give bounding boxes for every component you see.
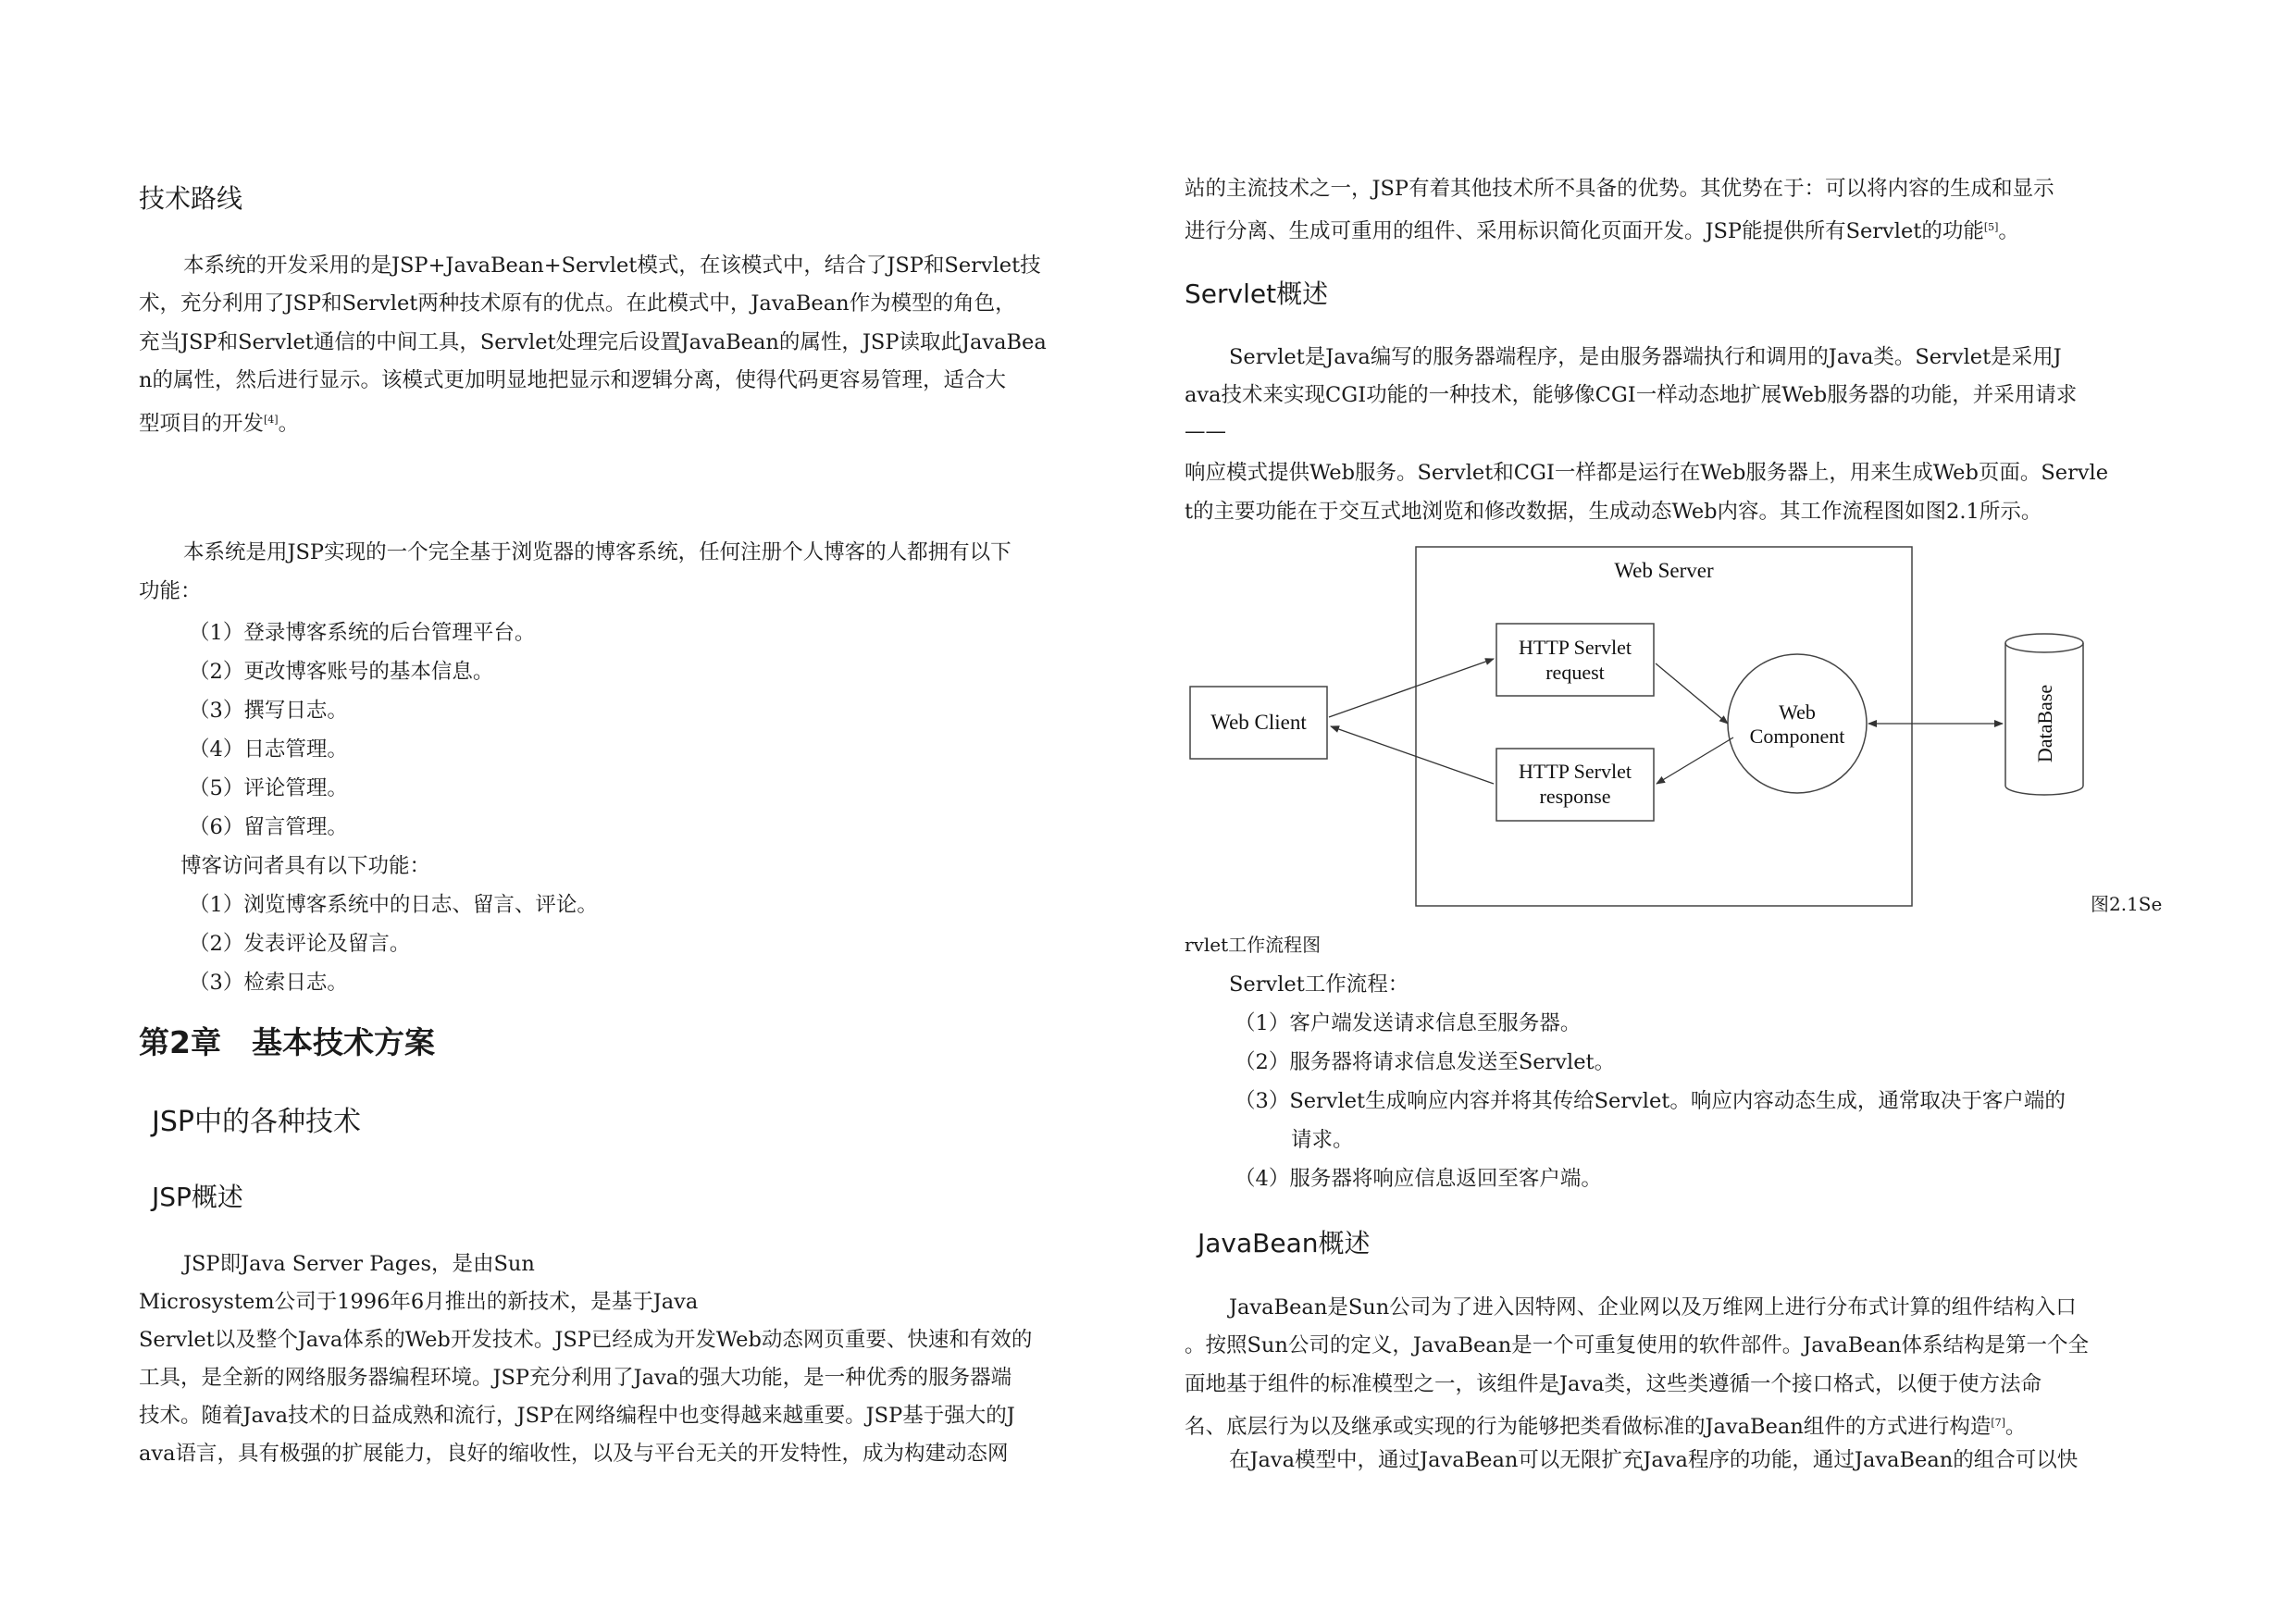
- servlet-flow-diagram: [1185, 541, 2156, 916]
- citation-ref: [4]: [264, 414, 279, 426]
- flow-intro: Servlet工作流程：: [1229, 973, 1409, 997]
- jsp-line: ava语言，具有极强的扩展能力，良好的缩收性，以及与平台无关的开发特性，成为构建动态网: [139, 1442, 1009, 1466]
- flow-step: （3）Servlet生成响应内容并将其传给Servlet。响应内容动态生成，通常取决于客户端的: [1235, 1089, 2066, 1113]
- intro-line: 术，充分利用了JSP和Servlet两种技术原有的优点。在此模式中，JavaBean作为模型的角色，: [139, 291, 1016, 316]
- javabean-line: 在Java模型中，通过JavaBean可以无限扩充Java程序的功能，通过JavaBean的组合可以快: [1229, 1448, 2079, 1472]
- intro-line: 充当JSP和Servlet通信的中间工具，Servlet处理完后设置JavaBean的属性，JSP读取此JavaBea: [139, 330, 1047, 354]
- subsection-servlet: Servlet概述: [1185, 279, 1329, 309]
- jsp-line: 工具，是全新的网络服务器编程环境。JSP充分利用了Java的强大功能，是一种优秀的服务器端: [139, 1366, 1012, 1390]
- jsp-line: Servlet以及整个Java体系的Web开发技术。JSP已经成为开发Web动态网页重要、快速和有效的: [139, 1328, 1033, 1352]
- javabean-line-ref: 名、底层行为以及继承或实现的行为能够把类看做标准的JavaBean组件的方式进行构造[7]。: [1185, 1415, 2027, 1439]
- javabean-line: 。按照Sun公司的定义，JavaBean是一个可重复使用的软件部件。JavaBean体系结构是第一个全: [1185, 1333, 2090, 1357]
- visitor-intro: 博客访问者具有以下功能：: [180, 854, 431, 878]
- servlet-line: t的主要功能在于交互式地浏览和修改数据，生成动态Web内容。其工作流程图如图2.1所示。: [1185, 500, 2042, 524]
- figure-caption-a: 图2.1Se: [2091, 893, 2163, 915]
- flow-step: （1）客户端发送请求信息至服务器。: [1235, 1011, 1582, 1035]
- owner-feature-item: （3）撰写日志。: [189, 699, 348, 723]
- citation-ref: [7]: [1991, 1417, 2005, 1429]
- flow-step: （4）服务器将响应信息返回至客户端。: [1235, 1167, 1602, 1191]
- response-label-1: HTTP Servlet: [1519, 760, 1632, 783]
- owner-feature-item: （5）评论管理。: [189, 776, 348, 800]
- citation-ref: [5]: [1983, 221, 1999, 233]
- owner-feature-item: （6）留言管理。: [189, 815, 348, 839]
- system-line: 本系统是用JSP实现的一个完全基于浏览器的博客系统，任何注册个人博客的人都拥有以下: [183, 540, 1011, 564]
- jsp-cont-line-last: 进行分离、生成可重用的组件、采用标识简化页面开发。JSP能提供所有Servlet的功能[5]。: [1185, 219, 2019, 243]
- web-client-label: Web Client: [1210, 711, 1307, 734]
- request-label-2: request: [1545, 661, 1605, 684]
- web-component-label-1: Web: [1779, 700, 1816, 724]
- request-label-1: HTTP Servlet: [1519, 636, 1632, 659]
- servlet-dash: ——: [1185, 419, 1226, 443]
- owner-feature-item: （1）登录博客系统的后台管理平台。: [189, 621, 536, 645]
- flow-step-cont: 请求。: [1291, 1128, 1354, 1152]
- flow-step: （2）服务器将请求信息发送至Servlet。: [1235, 1050, 1616, 1074]
- subsection-jsp: JSP概述: [152, 1182, 243, 1212]
- figure-caption-b: rvlet工作流程图: [1185, 934, 1322, 956]
- arrow-response-to-client: [1331, 726, 1494, 784]
- subsection-javabean: JavaBean概述: [1198, 1228, 1371, 1258]
- arrow-client-to-request: [1329, 659, 1494, 717]
- database-label: DataBase: [2033, 684, 2056, 763]
- servlet-line: Servlet是Java编写的服务器端程序，是由服务器端执行和调用的Java类。Servlet是采用J: [1229, 345, 2062, 369]
- visitor-feature-item: （2）发表评论及留言。: [189, 932, 411, 956]
- visitor-feature-item: （3）检索日志。: [189, 971, 348, 995]
- system-line: 功能：: [139, 579, 202, 603]
- jsp-line: Microsystem公司于1996年6月推出的新技术，是基于Java: [139, 1290, 699, 1314]
- javabean-line: JavaBean是Sun公司为了进入因特网、企业网以及万维网上进行分布式计算的组件结构入口: [1229, 1295, 2077, 1319]
- intro-line-last: 型项目的开发[4]。: [139, 412, 300, 436]
- web-component-label-2: Component: [1749, 725, 1845, 748]
- servlet-line: 响应模式提供Web服务。Servlet和CGI一样都是运行在Web服务器上，用来生成Web页面。Servle: [1185, 461, 2109, 485]
- response-label-2: response: [1539, 785, 1611, 808]
- jsp-cont-line: 站的主流技术之一，JSP有着其他技术所不具备的优势。其优势在于：可以将内容的生成和显示: [1185, 177, 2054, 201]
- heading-tech-route: 技术路线: [139, 183, 243, 214]
- section-title: JSP中的各种技术: [152, 1106, 361, 1138]
- javabean-line: 面地基于组件的标准模型之一，该组件是Java类，这些类遵循一个接口格式，以便于使方法命: [1185, 1372, 2042, 1396]
- servlet-line: ava技术来实现CGI功能的一种技术，能够像CGI一样动态地扩展Web服务器的功能，并采用请求: [1185, 383, 2078, 407]
- request-box: [1496, 624, 1654, 696]
- web-server-label: Web Server: [1614, 559, 1714, 582]
- arrow-component-to-response: [1657, 737, 1733, 784]
- visitor-feature-item: （1）浏览博客系统中的日志、留言、评论。: [189, 893, 598, 917]
- owner-feature-item: （4）日志管理。: [189, 737, 348, 762]
- intro-line: 本系统的开发采用的是JSP+JavaBean+Servlet模式，在该模式中，结合了JSP和Servlet技: [183, 254, 1041, 278]
- intro-line: n的属性，然后进行显示。该模式更加明显地把显示和逻辑分离，使得代码更容易管理，适合大: [139, 368, 1006, 392]
- chapter-title: 第2章 基本技术方案: [139, 1024, 435, 1060]
- web-component-circle: [1728, 654, 1867, 793]
- owner-feature-item: （2）更改博客账号的基本信息。: [189, 660, 494, 684]
- arrow-request-to-component: [1656, 663, 1728, 724]
- jsp-line: 技术。随着Java技术的日益成熟和流行，JSP在网络编程中也变得越来越重要。JSP基于强大的J: [139, 1404, 1015, 1428]
- jsp-line: JSP即Java Server Pages，是由Sun: [183, 1252, 535, 1276]
